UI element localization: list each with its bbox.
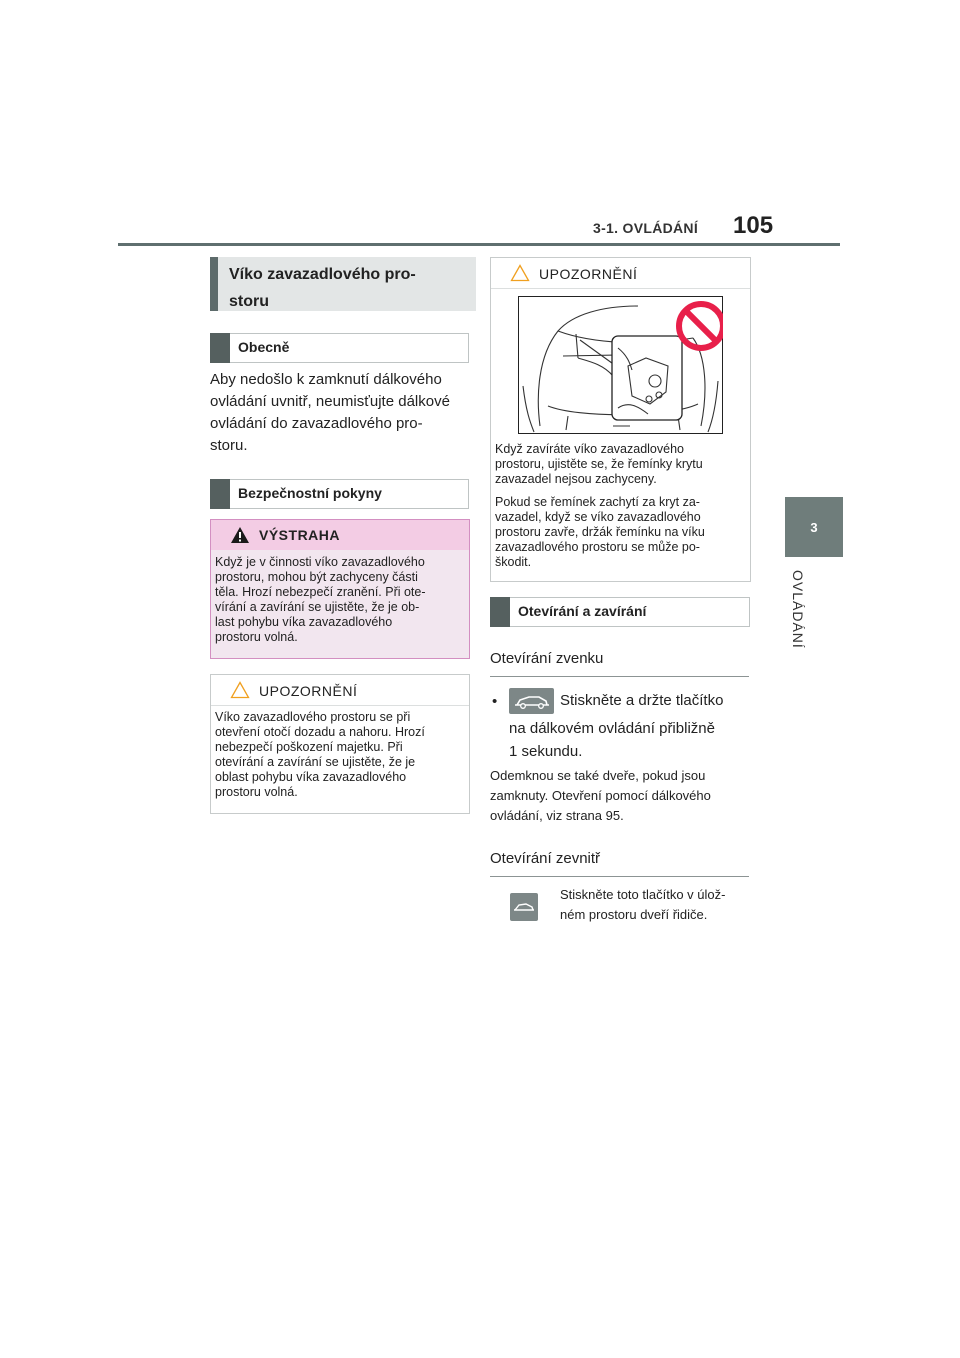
notice-text-1: Když zavíráte víko zavazadlového prostoru, ujistěte se, že řemínky krytu zavazadel nejsou zachyceny. — [495, 442, 703, 486]
warning-title: VÝSTRAHA — [259, 527, 341, 543]
warning-box — [210, 519, 470, 659]
outside-step-rest: na dálkovém ovládání přibližně 1 sekundu. — [509, 720, 715, 760]
general-heading: Obecně — [238, 339, 290, 355]
chapter-label: OVLÁDÁNÍ — [790, 570, 806, 649]
section-title: 3-1. OVLÁDÁNÍ — [593, 220, 699, 236]
trunk-strap-illustration — [518, 296, 723, 434]
main-title-box — [210, 257, 476, 311]
chapter-label-vertical — [772, 570, 822, 670]
notice-box-left — [210, 674, 470, 814]
trunk-button-door-icon — [510, 893, 538, 921]
notice-title: UPOZORNĚNÍ — [539, 266, 638, 282]
notice-title: UPOZORNĚNÍ — [259, 683, 358, 699]
safety-heading-box — [210, 479, 469, 509]
open-close-heading: Otevírání a zavírání — [518, 603, 647, 619]
warning-text: Když je v činnosti víko zavazadlového prostoru, mohou být zachyceny části těla. Hrozí nebezpečí zranění. Při ote- vírání a zavírání se ujistěte, že je ob- last pohybu víka zavazadlového prostoru volná. — [215, 555, 426, 644]
bullet: • — [492, 693, 498, 710]
inside-heading: Otevírání zevnitř — [490, 850, 601, 867]
notice-header — [491, 258, 750, 289]
warning-triangle-icon — [230, 526, 250, 544]
heading-bar — [490, 597, 510, 627]
heading-bar — [210, 333, 230, 363]
notice-text: Víko zavazadlového prostoru se při otevření otočí dozadu a nahoru. Hrozí nebezpečí poškození majetku. Při otevírání a zavírání se ujistěte, že je oblast pohybu víka zavazadlového prostoru volná. — [215, 710, 425, 799]
inside-text: Stiskněte toto tlačítko v úlož- ném prostoru dveří řidiče. — [560, 887, 726, 922]
header-divider — [118, 243, 840, 246]
notice-text-2: Pokud se řemínek zachytí za kryt za- vazadel, když se víko zavazadlového prostoru zavře, držák řemínku na víku zavazadlového prostoru se může po- škodit. — [495, 495, 705, 569]
warning-header — [211, 520, 469, 550]
safety-heading: Bezpečnostní pokyny — [238, 485, 382, 501]
open-close-heading-box — [490, 597, 750, 627]
notice-box-right — [490, 257, 751, 582]
page-number: 105 — [733, 212, 774, 239]
general-text: Aby nedošlo k zamknutí dálkového ovládání uvnitř, neumisťujte dálkové ovládání do zavazadlového pro- storu. — [210, 371, 450, 454]
notice-header — [211, 675, 469, 706]
caution-triangle-icon — [510, 264, 530, 282]
caution-triangle-icon — [230, 681, 250, 699]
outside-step-line1: Stiskněte a držte tlačítko — [560, 692, 724, 709]
trunk-button-remote-icon — [509, 688, 554, 714]
outside-heading-line — [490, 650, 749, 677]
chapter-number: 3 — [810, 519, 818, 535]
chapter-tab — [785, 497, 843, 557]
outside-heading: Otevírání zvenku — [490, 650, 604, 667]
inside-heading-line — [490, 850, 749, 877]
general-heading-box — [210, 333, 469, 363]
outside-note: Odemknou se také dveře, pokud jsou zamknuty. Otevření pomocí dálkového ovládání, viz strana 95. — [490, 768, 711, 823]
main-title: Víko zavazadlového pro- storu — [229, 266, 416, 310]
heading-bar — [210, 479, 230, 509]
